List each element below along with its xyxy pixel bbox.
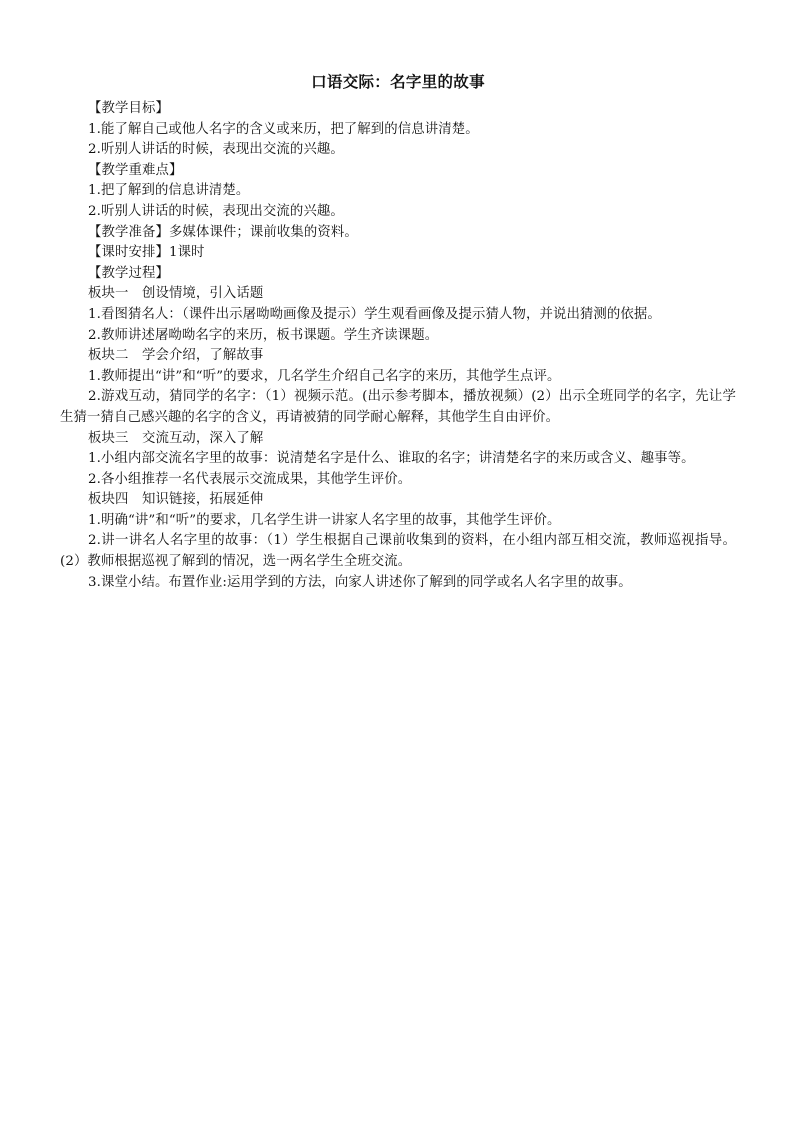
- key-point-1: 1.把了解到的信息讲清楚。: [88, 183, 250, 199]
- section-1-step-1: 1.看图猜名人：（课件出示屠呦呦画像及提示）学生观看画像及提示猜人物，并说出猜测的依据。: [88, 306, 661, 322]
- document-title: 口语交际：名字里的故事: [311, 73, 485, 91]
- heading-process: 【教学过程】: [88, 265, 169, 281]
- section-1-heading: 板块一 创设情境，引入话题: [88, 286, 264, 302]
- section-2-step-1: 1.教师提出“讲”和“听”的要求，几名学生介绍自己名字的来历，其他学生点评。: [88, 368, 561, 384]
- section-4-step-3: 3.课堂小结。布置作业:运用学到的方法，向家人讲述你了解到的同学或名人名字里的故事。: [88, 574, 632, 590]
- section-1-step-2: 2.教师讲述屠呦呦名字的来历，板书课题。学生齐读课题。: [88, 327, 439, 343]
- heading-key-points: 【教学重难点】: [88, 162, 183, 178]
- objective-2: 2.听别人讲话的时候，表现出交流的兴趣。: [88, 142, 344, 158]
- document-page: [60, 72, 736, 593]
- schedule: 【课时安排】1课时: [88, 245, 205, 261]
- objective-1: 1.能了解自己或他人名字的含义或来历，把了解到的信息讲清楚。: [88, 121, 479, 137]
- section-3-heading: 板块三 交流互动，深入了解: [88, 430, 264, 446]
- preparation: 【教学准备】多媒体课件；课前收集的资料。: [88, 224, 358, 240]
- section-4-heading: 板块四 知识链接，拓展延伸: [88, 492, 264, 508]
- section-3-step-1: 1.小组内部交流名字里的故事：说清楚名字是什么、谁取的名字；讲清楚名字的来历或含义、趣事等。: [88, 451, 695, 467]
- section-3-step-2: 2.各小组推荐一名代表展示交流成果，其他学生评价。: [88, 471, 412, 487]
- key-point-2: 2.听别人讲话的时候，表现出交流的兴趣。: [88, 203, 344, 219]
- section-4-step-1: 1.明确“讲”和“听”的要求，几名学生讲一讲家人名字里的故事，其他学生评价。: [88, 512, 561, 528]
- section-2-step-2: 2.游戏互动，猜同学的名字：（1）视频示范。(出示参考脚本，播放视频）(2）出示全班同学的名字，先让学生猜一猜自己感兴趣的名字的含义，再请被猜的同学耐心解释，其他学生自由评价。: [60, 389, 736, 425]
- section-2-heading: 板块二 学会介绍，了解故事: [88, 348, 264, 364]
- section-4-step-2: 2.讲一讲名人名字里的故事：（1）学生根据自己课前收集到的资料，在小组内部互相交流，教师巡视指导。(2）教师根据巡视了解到的情况，选一两名学生全班交流。: [60, 533, 736, 570]
- heading-objectives: 【教学目标】: [88, 101, 169, 116]
